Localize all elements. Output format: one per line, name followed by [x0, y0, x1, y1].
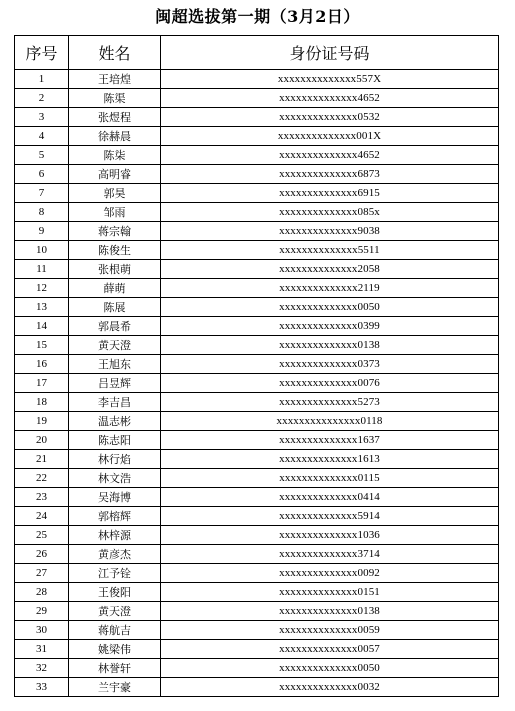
name-cell: 陈展 — [69, 298, 161, 317]
table-row — [15, 165, 499, 184]
name-cell: 邹雨 — [69, 203, 161, 222]
table-row — [15, 146, 499, 165]
table-row — [15, 678, 499, 697]
table-row — [15, 241, 499, 260]
serial-number-cell: 13 — [15, 298, 69, 317]
name-cell: 王俊阳 — [69, 583, 161, 602]
table-row — [15, 564, 499, 583]
table-row — [15, 431, 499, 450]
id-number-cell: xxxxxxxxxxxxxx0092 — [161, 564, 499, 583]
name-cell: 黄彦杰 — [69, 545, 161, 564]
table-row — [15, 488, 499, 507]
serial-number-cell: 26 — [15, 545, 69, 564]
serial-number-cell: 23 — [15, 488, 69, 507]
id-number-cell: xxxxxxxxxxxxxx0532 — [161, 108, 499, 127]
id-number-cell: xxxxxxxxxxxxxx001X — [161, 127, 499, 146]
table-row — [15, 317, 499, 336]
serial-number-cell: 5 — [15, 146, 69, 165]
serial-number-cell: 24 — [15, 507, 69, 526]
id-number-cell: xxxxxxxxxxxxxx4652 — [161, 89, 499, 108]
table-row — [15, 298, 499, 317]
name-cell: 高明睿 — [69, 165, 161, 184]
id-number-cell: xxxxxxxxxxxxxx3714 — [161, 545, 499, 564]
name-cell: 陈志阳 — [69, 431, 161, 450]
name-cell: 吕昱辉 — [69, 374, 161, 393]
table-row — [15, 621, 499, 640]
header-row — [15, 36, 499, 70]
table-row — [15, 260, 499, 279]
name-cell: 郭昊 — [69, 184, 161, 203]
table-row — [15, 355, 499, 374]
id-number-cell: xxxxxxxxxxxxxx5914 — [161, 507, 499, 526]
id-number-cell: xxxxxxxxxxxxxx0414 — [161, 488, 499, 507]
table-row — [15, 545, 499, 564]
serial-number-cell: 25 — [15, 526, 69, 545]
name-cell: 温志彬 — [69, 412, 161, 431]
table-row — [15, 450, 499, 469]
name-cell: 林梓源 — [69, 526, 161, 545]
id-number-cell: xxxxxxxxxxxxxx1613 — [161, 450, 499, 469]
name-cell: 林行焰 — [69, 450, 161, 469]
id-number-cell: xxxxxxxxxxxxxx2058 — [161, 260, 499, 279]
id-number-cell: xxxxxxxxxxxxxx0138 — [161, 336, 499, 355]
name-cell: 蒋航吉 — [69, 621, 161, 640]
table-row — [15, 583, 499, 602]
id-number-cell: xxxxxxxxxxxxxx6873 — [161, 165, 499, 184]
name-cell: 郭榕辉 — [69, 507, 161, 526]
name-cell: 郭晨希 — [69, 317, 161, 336]
name-cell: 王旭东 — [69, 355, 161, 374]
name-cell: 姚梁伟 — [69, 640, 161, 659]
table-row — [15, 469, 499, 488]
table-row — [15, 108, 499, 127]
table-row — [15, 412, 499, 431]
table-row — [15, 279, 499, 298]
serial-number-cell: 31 — [15, 640, 69, 659]
serial-number-cell: 12 — [15, 279, 69, 298]
serial-number-cell: 4 — [15, 127, 69, 146]
name-cell: 徐赫晨 — [69, 127, 161, 146]
roster-body — [15, 70, 499, 697]
table-row — [15, 127, 499, 146]
table-row — [15, 393, 499, 412]
id-number-cell: xxxxxxxxxxxxxx2119 — [161, 279, 499, 298]
table-row — [15, 602, 499, 621]
name-cell: 王培煌 — [69, 70, 161, 89]
id-number-cell: xxxxxxxxxxxxxx0050 — [161, 659, 499, 678]
header-serial-number: 序号 — [15, 36, 69, 70]
id-number-cell: xxxxxxxxxxxxxx1637 — [161, 431, 499, 450]
serial-number-cell: 9 — [15, 222, 69, 241]
serial-number-cell: 6 — [15, 165, 69, 184]
table-row — [15, 89, 499, 108]
serial-number-cell: 15 — [15, 336, 69, 355]
serial-number-cell: 22 — [15, 469, 69, 488]
id-number-cell: xxxxxxxxxxxxxxx0118 — [161, 412, 499, 431]
id-number-cell: xxxxxxxxxxxxxx085x — [161, 203, 499, 222]
serial-number-cell: 20 — [15, 431, 69, 450]
name-cell: 陈柒 — [69, 146, 161, 165]
id-number-cell: xxxxxxxxxxxxxx5511 — [161, 241, 499, 260]
serial-number-cell: 21 — [15, 450, 69, 469]
table-row — [15, 374, 499, 393]
serial-number-cell: 29 — [15, 602, 69, 621]
serial-number-cell: 1 — [15, 70, 69, 89]
id-number-cell: xxxxxxxxxxxxxx6915 — [161, 184, 499, 203]
serial-number-cell: 32 — [15, 659, 69, 678]
serial-number-cell: 7 — [15, 184, 69, 203]
id-number-cell: xxxxxxxxxxxxxx4652 — [161, 146, 499, 165]
id-number-cell: xxxxxxxxxxxxxx0115 — [161, 469, 499, 488]
table-row — [15, 203, 499, 222]
header-name: 姓名 — [69, 36, 161, 70]
name-cell: 李吉昌 — [69, 393, 161, 412]
table-row — [15, 70, 499, 89]
name-cell: 黄天澄 — [69, 602, 161, 621]
id-number-cell: xxxxxxxxxxxxxx0373 — [161, 355, 499, 374]
name-cell: 吴海博 — [69, 488, 161, 507]
name-cell: 陈俊生 — [69, 241, 161, 260]
name-cell: 江予铨 — [69, 564, 161, 583]
id-number-cell: xxxxxxxxxxxxxx0399 — [161, 317, 499, 336]
id-number-cell: xxxxxxxxxxxxxx0138 — [161, 602, 499, 621]
serial-number-cell: 14 — [15, 317, 69, 336]
name-cell: 兰宇豪 — [69, 678, 161, 697]
name-cell: 陈渠 — [69, 89, 161, 108]
id-number-cell: xxxxxxxxxxxxxx0057 — [161, 640, 499, 659]
id-number-cell: xxxxxxxxxxxxxx1036 — [161, 526, 499, 545]
serial-number-cell: 2 — [15, 89, 69, 108]
table-row — [15, 507, 499, 526]
id-number-cell: xxxxxxxxxxxxxx0059 — [161, 621, 499, 640]
table-row — [15, 640, 499, 659]
page-title: 闽超选拔第一期（3月2日） — [155, 7, 360, 26]
serial-number-cell: 28 — [15, 583, 69, 602]
roster-table — [14, 35, 499, 697]
id-number-cell: xxxxxxxxxxxxxx0032 — [161, 678, 499, 697]
name-cell: 张煜程 — [69, 108, 161, 127]
name-cell: 林文浩 — [69, 469, 161, 488]
name-cell: 薛萌 — [69, 279, 161, 298]
table-row — [15, 184, 499, 203]
header-id-number: 身份证号码 — [161, 36, 499, 70]
table-row — [15, 659, 499, 678]
id-number-cell: xxxxxxxxxxxxxx0076 — [161, 374, 499, 393]
id-number-cell: xxxxxxxxxxxxxx0050 — [161, 298, 499, 317]
table-row — [15, 526, 499, 545]
table-row — [15, 222, 499, 241]
serial-number-cell: 18 — [15, 393, 69, 412]
serial-number-cell: 19 — [15, 412, 69, 431]
name-cell: 蒋宗翰 — [69, 222, 161, 241]
serial-number-cell: 10 — [15, 241, 69, 260]
name-cell: 黄天澄 — [69, 336, 161, 355]
serial-number-cell: 11 — [15, 260, 69, 279]
serial-number-cell: 16 — [15, 355, 69, 374]
serial-number-cell: 33 — [15, 678, 69, 697]
name-cell: 张根萌 — [69, 260, 161, 279]
name-cell: 林誉轩 — [69, 659, 161, 678]
id-number-cell: xxxxxxxxxxxxxx557X — [161, 70, 499, 89]
serial-number-cell: 3 — [15, 108, 69, 127]
serial-number-cell: 17 — [15, 374, 69, 393]
table-row — [15, 336, 499, 355]
id-number-cell: xxxxxxxxxxxxxx5273 — [161, 393, 499, 412]
serial-number-cell: 8 — [15, 203, 69, 222]
id-number-cell: xxxxxxxxxxxxxx9038 — [161, 222, 499, 241]
serial-number-cell: 30 — [15, 621, 69, 640]
id-number-cell: xxxxxxxxxxxxxx0151 — [161, 583, 499, 602]
serial-number-cell: 27 — [15, 564, 69, 583]
